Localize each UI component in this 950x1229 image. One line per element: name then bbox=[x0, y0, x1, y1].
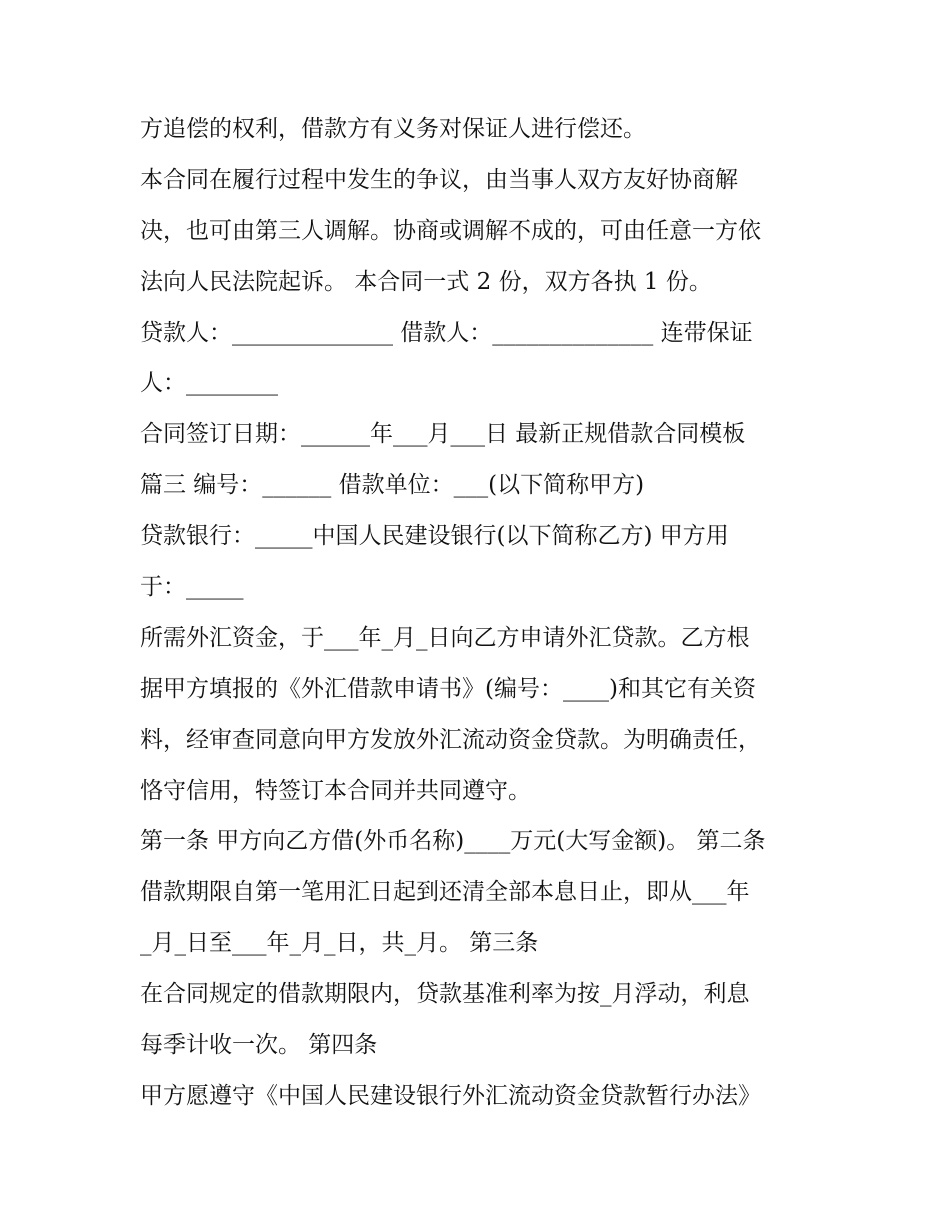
text-line: 在合同规定的借款期限内，贷款基准利率为按_月浮动，利息 bbox=[140, 981, 750, 1008]
contract-text bbox=[140, 104, 820, 1122]
text-line: 每季计收一次。 第四条 bbox=[140, 1032, 378, 1059]
text-line: 合同签订日期：______年___月___日 最新正规借款合同模板 bbox=[140, 421, 746, 448]
text-line: 方追偿的权利，借款方有义务对保证人进行偿还。 bbox=[140, 116, 646, 142]
text-line: 据甲方填报的《外汇借款申请书》(编号：____)和其它有关资 bbox=[140, 675, 756, 702]
text-line: 决，也可由第三人调解。协商或调解不成的，可由任意一方依 bbox=[140, 217, 761, 244]
text-line: 甲方愿遵守《中国人民建设银行外汇流动资金贷款暂行办法》 bbox=[140, 1082, 761, 1109]
text-line: 借款期限自第一笔用汇日起到还清全部本息日止，即从___年 bbox=[140, 879, 750, 906]
text-line: 法向人民法院起诉。 本合同一式 2 份，双方各执 1 份。 bbox=[140, 268, 712, 295]
text-line: _月_日至___年_月_日，共_月。 第三条 bbox=[140, 930, 539, 957]
text-line: 人：________ bbox=[140, 370, 278, 397]
text-line: 恪守信用，特签订本合同并共同遵守。 bbox=[140, 777, 531, 804]
text-line: 于：_____ bbox=[140, 574, 244, 601]
text-line: 贷款银行：_____中国人民建设银行(以下简称乙方) 甲方用 bbox=[140, 523, 729, 550]
text-line: 所需外汇资金，于___年_月_日向乙方申请外汇贷款。乙方根 bbox=[140, 624, 750, 651]
text-line: 贷款人：______________ 借款人：______________ 连带保证 bbox=[140, 319, 753, 346]
text-line: 本合同在履行过程中发生的争议，由当事人双方友好协商解 bbox=[140, 166, 738, 193]
text-line: 篇三 编号：______ 借款单位：___(以下简称甲方) bbox=[140, 472, 645, 499]
text-line: 第一条 甲方向乙方借(外币名称)____万元(大写金额)。 第二条 bbox=[140, 828, 766, 855]
text-line: 料，经审查同意向甲方发放外汇流动资金贷款。为明确责任， bbox=[140, 726, 761, 753]
